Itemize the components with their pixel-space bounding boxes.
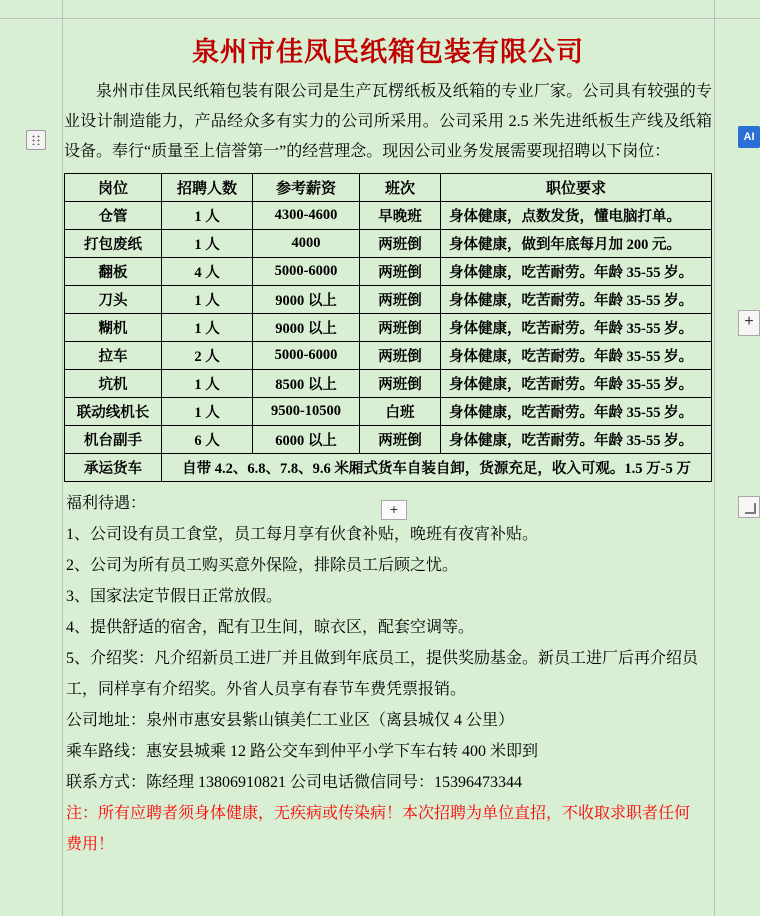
benefit-item-3: 3、国家法定节假日正常放假。 bbox=[66, 588, 283, 605]
table-row-truck bbox=[65, 454, 712, 482]
cell-requirements: 身体健康，吃苦耐劳。年龄 35-55 岁。 bbox=[441, 258, 712, 286]
benefit-item-5-cont: 工，同样享有介绍奖。外省人员享有春节车费凭票报销。 bbox=[66, 681, 467, 698]
contact-value: 陈经理 13806910821 公司电话微信同号：15396473344 bbox=[146, 774, 523, 791]
cell-salary: 4000 bbox=[253, 230, 360, 258]
company-address-value: 泉州市惠安县紫山镇美仁工业区（离县城仅 4 公里） bbox=[146, 712, 515, 729]
drag-handle-icon[interactable] bbox=[26, 130, 46, 150]
cell-salary: 8500 以上 bbox=[253, 370, 360, 398]
column-header-post: 岗位 bbox=[65, 174, 162, 202]
cell-count: 2 人 bbox=[162, 342, 253, 370]
jobs-table bbox=[64, 173, 712, 482]
cell-requirements: 身体健康，吃苦耐劳。年龄 35-55 岁。 bbox=[441, 314, 712, 342]
benefits-heading: 福利待遇： bbox=[66, 495, 147, 512]
cell-truck-detail: 自带 4.2、6.8、7.8、9.6 米厢式货车自装自卸，货源充足，收入可观。1.5 万-5 万 bbox=[162, 454, 712, 482]
notice-line-1: 注：所有应聘者须身体健康，无疾病或传染病！本次招聘为单位直招，不收取求职者任何 bbox=[66, 805, 691, 822]
cell-count: 4 人 bbox=[162, 258, 253, 286]
cell-salary: 4300-4600 bbox=[253, 202, 360, 230]
document-content bbox=[62, 18, 714, 860]
right-margin-guide bbox=[714, 0, 715, 916]
column-header-shift: 班次 bbox=[360, 174, 441, 202]
cell-post-truck: 承运货车 bbox=[65, 454, 162, 482]
add-column-button[interactable]: + bbox=[738, 310, 760, 336]
contact-line bbox=[66, 767, 714, 798]
table-row bbox=[65, 202, 712, 230]
cell-salary: 9500-10500 bbox=[253, 398, 360, 426]
cell-shift: 两班倒 bbox=[360, 286, 441, 314]
cell-post: 机台副手 bbox=[65, 426, 162, 454]
cell-salary: 5000-6000 bbox=[253, 342, 360, 370]
company-address-line bbox=[66, 705, 714, 736]
cell-shift: 两班倒 bbox=[360, 258, 441, 286]
cell-post: 刀头 bbox=[65, 286, 162, 314]
table-row bbox=[65, 342, 712, 370]
cell-salary: 6000 以上 bbox=[253, 426, 360, 454]
table-row bbox=[65, 370, 712, 398]
cell-shift: 两班倒 bbox=[360, 342, 441, 370]
cell-post: 糊机 bbox=[65, 314, 162, 342]
cell-post: 翻板 bbox=[65, 258, 162, 286]
cell-post: 坑机 bbox=[65, 370, 162, 398]
column-header-requirements: 职位要求 bbox=[441, 174, 712, 202]
table-row bbox=[65, 426, 712, 454]
cell-post: 联动线机长 bbox=[65, 398, 162, 426]
cell-post: 拉车 bbox=[65, 342, 162, 370]
table-row bbox=[65, 286, 712, 314]
table-row bbox=[65, 314, 712, 342]
notice-line-2: 费用！ bbox=[66, 836, 115, 853]
cell-requirements: 身体健康，点数发货，懂电脑打单。 bbox=[441, 202, 712, 230]
cell-shift: 两班倒 bbox=[360, 314, 441, 342]
cell-shift: 两班倒 bbox=[360, 426, 441, 454]
cell-requirements: 身体健康，吃苦耐劳。年龄 35-55 岁。 bbox=[441, 426, 712, 454]
cell-count: 1 人 bbox=[162, 202, 253, 230]
table-header-row bbox=[65, 174, 712, 202]
cell-shift: 两班倒 bbox=[360, 370, 441, 398]
cell-count: 1 人 bbox=[162, 398, 253, 426]
company-address-label: 公司地址： bbox=[66, 712, 147, 729]
cell-requirements: 身体健康，吃苦耐劳。年龄 35-55 岁。 bbox=[441, 370, 712, 398]
contact-label: 联系方式： bbox=[66, 774, 147, 791]
bus-route-line bbox=[66, 736, 714, 767]
ai-assistant-badge[interactable]: AI bbox=[738, 126, 760, 148]
cell-count: 1 人 bbox=[162, 370, 253, 398]
cell-count: 1 人 bbox=[162, 314, 253, 342]
column-header-salary: 参考薪资 bbox=[253, 174, 360, 202]
cell-requirements: 身体健康，吃苦耐劳。年龄 35-55 岁。 bbox=[441, 342, 712, 370]
cell-salary: 9000 以上 bbox=[253, 286, 360, 314]
cell-count: 1 人 bbox=[162, 230, 253, 258]
cell-post: 打包废纸 bbox=[65, 230, 162, 258]
benefit-item-1: 1、公司设有员工食堂，员工每月享有伙食补贴，晚班有夜宵补贴。 bbox=[66, 526, 539, 543]
insert-row-button[interactable]: + bbox=[381, 500, 407, 520]
cell-requirements: 身体健康，吃苦耐劳。年龄 35-55 岁。 bbox=[441, 398, 712, 426]
benefit-item-5: 5、介绍奖：凡介绍新员工进厂并且做到年底员工，提供奖励基金。新员工进厂后再介绍员 bbox=[66, 650, 699, 667]
table-row bbox=[65, 398, 712, 426]
intro-paragraph: 泉州市佳凤民纸箱包装有限公司是生产瓦楞纸板及纸箱的专业厂家。公司具有较强的专业设计制造能力，产品经众多有实力的公司所采用。公司采用 2.5 米先进纸板生产线及纸箱设备。奉行“质量至上信誉第一”的经营理念。现因公司业务发展需要现招聘以下岗位： bbox=[64, 83, 712, 160]
benefit-item-4: 4、提供舒适的宿舍，配有卫生间，晾衣区，配套空调等。 bbox=[66, 619, 475, 636]
cell-count: 1 人 bbox=[162, 286, 253, 314]
table-resize-handle-icon[interactable] bbox=[738, 496, 760, 518]
benefit-item-2: 2、公司为所有员工购买意外保险，排除员工后顾之忧。 bbox=[66, 557, 459, 574]
page-title: 泉州市佳凤民纸箱包装有限公司 bbox=[192, 37, 584, 67]
bus-route-label: 乘车路线： bbox=[66, 743, 147, 760]
benefits-section bbox=[62, 488, 714, 860]
cell-shift: 白班 bbox=[360, 398, 441, 426]
table-row bbox=[65, 230, 712, 258]
table-row bbox=[65, 258, 712, 286]
cell-salary: 5000-6000 bbox=[253, 258, 360, 286]
cell-requirements: 身体健康，做到年底每月加 200 元。 bbox=[441, 230, 712, 258]
cell-post: 仓管 bbox=[65, 202, 162, 230]
cell-salary: 9000 以上 bbox=[253, 314, 360, 342]
column-header-count: 招聘人数 bbox=[162, 174, 253, 202]
cell-shift: 早晚班 bbox=[360, 202, 441, 230]
bus-route-value: 惠安县城乘 12 路公交车到仲平小学下车右转 400 米即到 bbox=[146, 743, 539, 760]
cell-count: 6 人 bbox=[162, 426, 253, 454]
cell-requirements: 身体健康，吃苦耐劳。年龄 35-55 岁。 bbox=[441, 286, 712, 314]
cell-shift: 两班倒 bbox=[360, 230, 441, 258]
